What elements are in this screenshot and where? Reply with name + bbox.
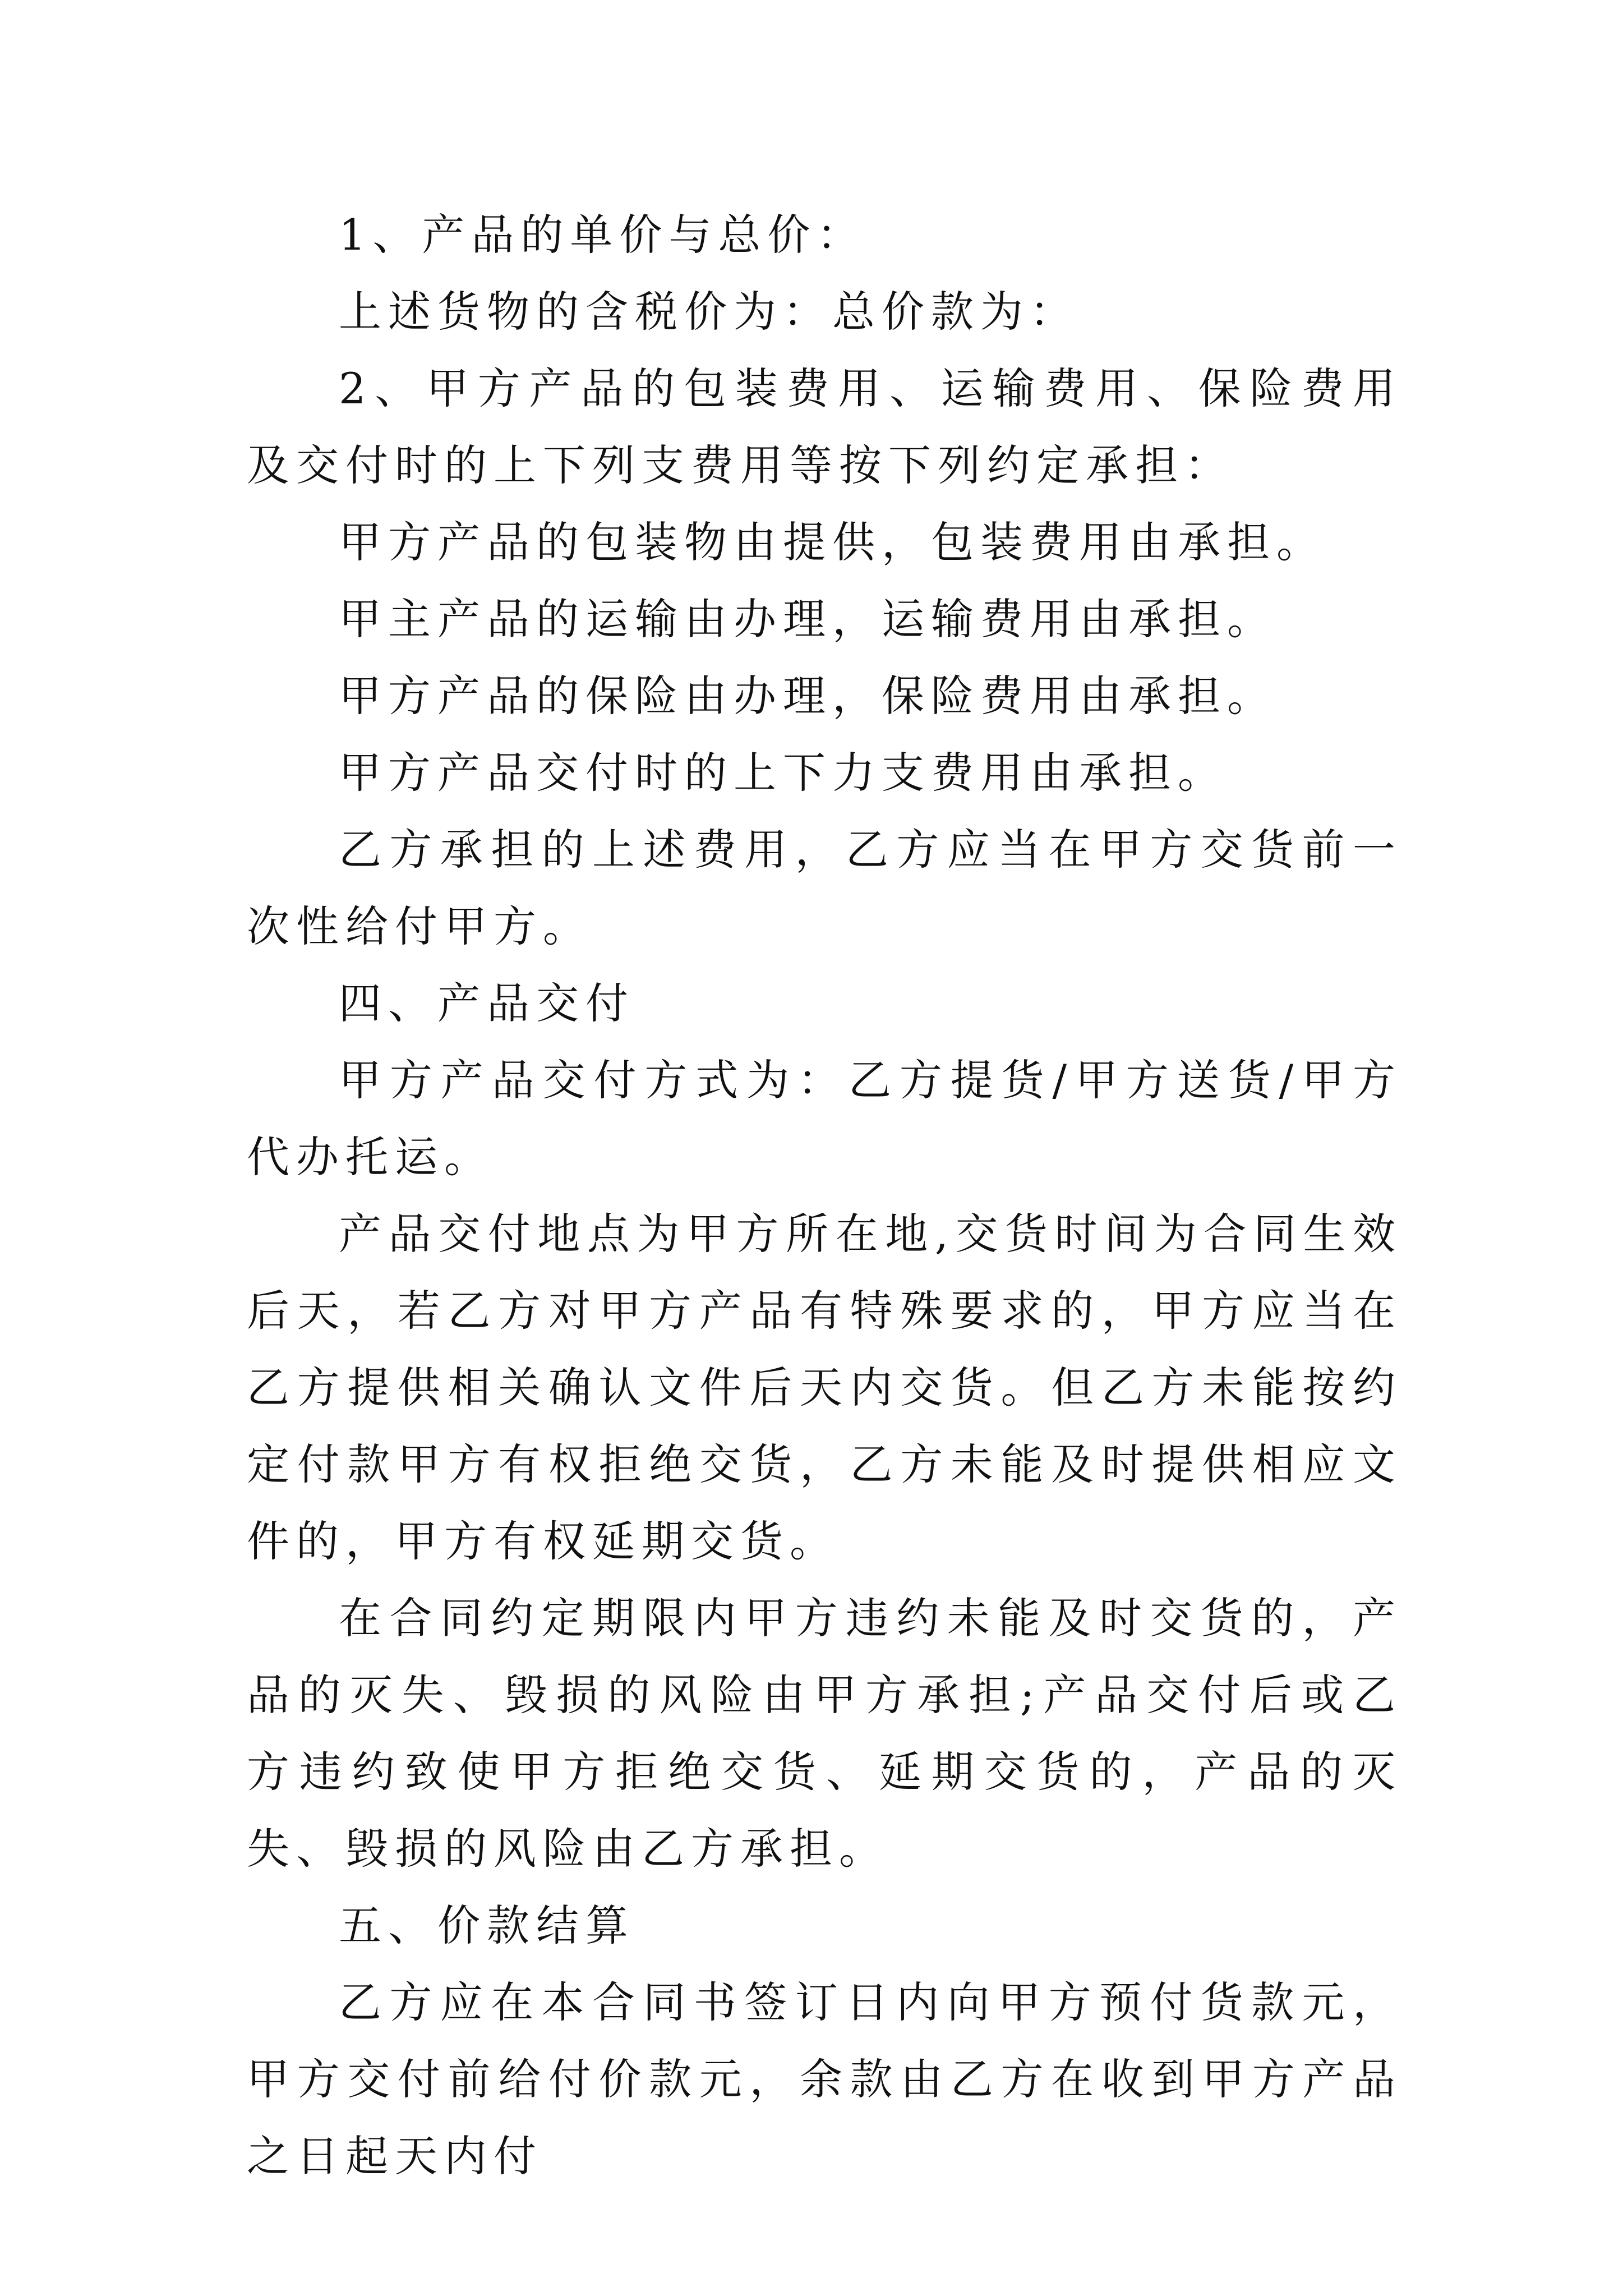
paragraph-transport: 甲主产品的运输由办理，运输费用由承担。 <box>339 594 1276 644</box>
paragraph-price-heading: 1、产品的单价与总价： <box>339 210 866 260</box>
paragraph-insurance: 甲方产品的保险由办理，保险费用由承担。 <box>339 671 1276 721</box>
paragraph-fees-intro: 2、甲方产品的包装费用、运输费用、保险费用及交付时的上下列支费用等按下列约定承担： <box>247 364 1402 490</box>
paragraph-risk: 在合同约定期限内甲方违约未能及时交货的，产品的灭失、毁损的风险由甲方承担;产品交付后或乙方违约致使甲方拒绝交货、延期交货的，产品的灭失、毁损的风险由乙方承担。 <box>247 1593 1402 1874</box>
paragraph-settlement: 乙方应在本合同书签订日内向甲方预付货款元，甲方交付前给付价款元，余款由乙方在收到甲方产品之日起天内付 <box>247 1977 1402 2181</box>
paragraph-delivery-place: 产品交付地点为甲方所在地,交货时间为合同生效后天，若乙方对甲方产品有特殊要求的，甲方应当在乙方提供相关确认文件后天内交货。但乙方未能按约定付款甲方有权拒绝交货，乙方未能及时提供相应文件的，甲方有权延期交货。 <box>247 1209 1402 1566</box>
paragraph-packaging: 甲方产品的包装物由提供，包装费用由承担。 <box>339 517 1326 567</box>
section-heading-settlement: 五、价款结算 <box>339 1901 635 1950</box>
paragraph-tax-price: 上述货物的含税价为：总价款为： <box>339 287 1079 337</box>
paragraph-handling: 甲方产品交付时的上下力支费用由承担。 <box>339 748 1227 798</box>
paragraph-buyer-payment: 乙方承担的上述费用，乙方应当在甲方交货前一次性给付甲方。 <box>247 825 1402 951</box>
paragraph-delivery-method: 甲方产品交付方式为：乙方提货/甲方送货/甲方代办托运。 <box>247 1055 1402 1182</box>
section-heading-delivery: 四、产品交付 <box>339 978 635 1028</box>
document-body <box>247 196 1402 2194</box>
